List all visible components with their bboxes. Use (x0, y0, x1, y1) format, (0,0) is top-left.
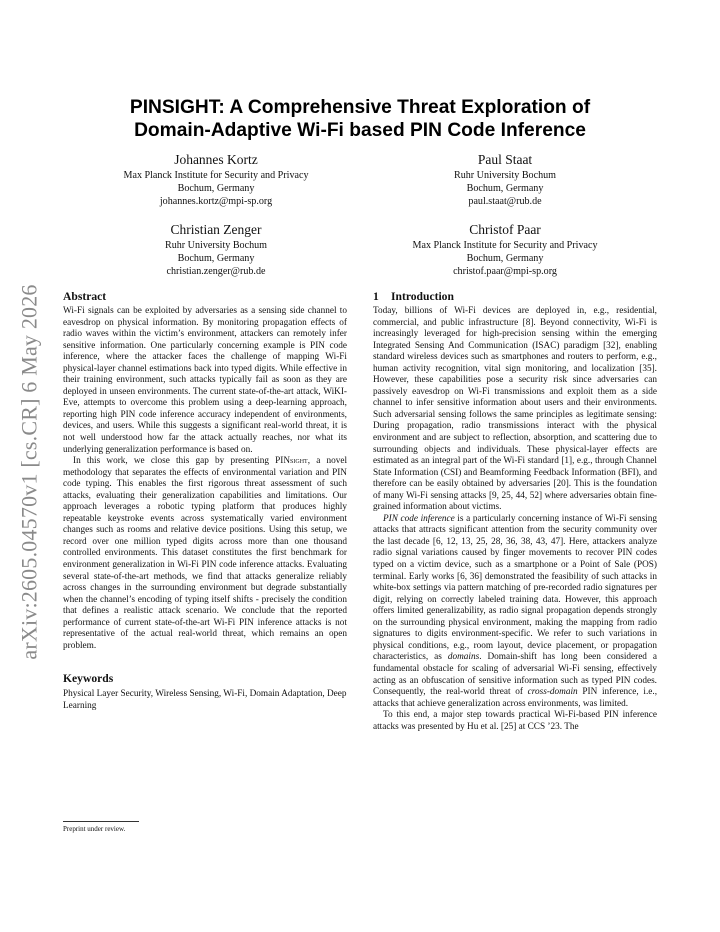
introduction-heading (373, 290, 657, 304)
author-location: Bochum, Germany (177, 253, 255, 264)
abstract-p2-rest: , a novel methodology that separates the effects of environmental variation and PIN code typing. This enables the first rigorous threat assessment of such attacks, evaluating their generalization capabilities and limitations. Our approach leverages a robotic typing platform that produces highly repeatable keystroke events across systematically varied environment changes such as rooms and relative device positions. Using this setup, we record over one million typed digits across more than one thousand controlled environments. This dataset constitutes the first benchmark for environment generalization in Wi-Fi PIN code inference attacks. Evaluating several state-of-the-art methods, we find that attacks generalize reliably across changes in the surrounding environment but degrade substantially when the channel’s encoding of typing itself shifts - precisely the condition that defines a realistic attack scenario. We conclude that the reported performance of current state-of-the-art Wi-Fi PIN inference attacks is not representative of the actual real-world threat, which remains an open problem. (63, 456, 348, 651)
author-affiliation: Ruhr University Bochum (453, 170, 557, 181)
pinsight-smallcaps: sight (290, 456, 308, 467)
author-email: johannes.kortz@mpi-sp.org (159, 196, 273, 207)
intro-p2-part-c: PIN inference, i.e., attacks that achieve generalization across environments, was limited. (373, 687, 658, 709)
footnote: Preprint under review. (63, 825, 126, 833)
section-number: 1 (373, 290, 379, 303)
author-block-3 (71, 222, 361, 278)
author-affiliation: Ruhr University Bochum (164, 240, 268, 251)
author-location: Bochum, Germany (466, 183, 544, 194)
author-location: Bochum, Germany (466, 253, 544, 264)
abstract-paragraph-2 (63, 456, 347, 652)
abstract-p2-start: In this work, we close this gap by presenting PIN (73, 456, 291, 467)
title-line-2: Domain-Adaptive Wi-Fi based PIN Code Inference (134, 120, 586, 141)
arxiv-identifier (4, 262, 56, 682)
intro-p2-part-b: . Domain-shift has long been considered a fundamental obstacle for scaling of adversarial Wi-Fi sensing, effectively acting as an obfuscation of sensitive information such as typed PIN codes. Consequently, the real-world threat of (373, 652, 657, 698)
author-block-4 (360, 222, 650, 278)
intro-paragraph-1: Today, billions of Wi-Fi devices are deployed in, e.g., residential, commercial, and public infrastructure [8]. Beyond connectivity, Wi-Fi is increasingly leveraged for high-precision sensing within the emerging Integrated Sensing And Communication (ISAC) paradigm [32], enabling standard wireless devices such as smartphones and routers to perform, e.g., human activity recognition, vital sign monitoring, and localization [35]. However, these capabilities pose a security risk since adversaries can passively eavesdrop on Wi-Fi transmissions and exploit them as a side channel to infer sensitive information about users and their environments. Such adversarial sensing follows the same principles as legitimate sensing: During propagation, radio transmissions interact with the physical environment and are subject to reflection, absorption, and scattering due to surrounding objects and individuals. These physical-layer effects are estimated as an integral part of the Wi-Fi standard [1], e.g., through Channel State Information (CSI) and Beamforming Feedback Information (BFI), and therefore can be easily obtained by adversaries [20]. This is the foundation of many Wi-Fi sensing attacks [9, 25, 44, 52] where adversaries obtain fine-grained information about victims. (373, 306, 657, 513)
author-affiliation: Max Planck Institute for Security and Privacy (412, 240, 598, 251)
title-line-1: PINSIGHT: A Comprehensive Threat Exploration of (129, 97, 591, 118)
intro-paragraph-3: To this end, a major step towards practical Wi-Fi-based PIN inference attacks was presented by Hu et al. [25] at CCS ’23. The (373, 710, 657, 732)
author-block-2 (360, 152, 650, 208)
keywords-heading: Keywords (63, 672, 114, 686)
author-email: christian.zenger@rub.de (166, 266, 266, 277)
footnote-rule (63, 821, 139, 822)
author-location: Bochum, Germany (177, 183, 255, 194)
intro-p2-part-a: is a particularly concerning instance of Wi-Fi sensing attacks that attracts significant attention from the security community over the last decade [6, 12, 13, 25, 28, 36, 38, 43, 47]. Here, attackers analyze radio signal variations caused by finger movements to recover PIN codes typed on a victim device, such as a smartphone or a Point of Sale (POS) terminal. Early works [6, 36] demonstrated the feasibility of such attacks in white-box settings via pattern matching of pre-recorded radio signatures per digit, relying on correctly labeled training data. However, this approach offers limited generalizability, as radio signal propagation depends strongly on the surrounding physical environment, making the mapping from radio signatures to digits environment-specific. We refer to such variations in physical conditions, e.g., room layout, device placement, or propagation characteristics, as (373, 513, 657, 663)
abstract-paragraph-1: Wi-Fi signals can be exploited by adversaries as a sensing side channel to eavesdrop on physical information. By monitoring propagation effects of radio waves within the victim’s environment, attackers can remotely infer sensitive information. One particularly concerning example is PIN code inference, where the attacker faces the challenge of mapping Wi-Fi physical-layer channel estimations back into typed digits. While effective in their training environment, such attacks typically fail as soon as they are deployed in unseen environments. The current state-of-the-art attack, WiKI-Eve, attempts to overcome this problem using a deep-learning approach, reporting high PIN code inference accuracy independent of environments, devices, and users. While this suggests a significant real-world threat, it is not well understood how far the attack actually reaches, nor what its underlying generalization performance is based on. (63, 306, 347, 455)
paper-title (60, 96, 660, 142)
arxiv-id-text: arXiv:2605.04570v1 [cs.CR] 6 May 2026 (17, 284, 43, 660)
author-affiliation: Max Planck Institute for Security and Privacy (123, 170, 309, 181)
author-block-1 (71, 152, 361, 208)
author-name: Christian Zenger (170, 222, 262, 237)
author-name: Paul Staat (477, 152, 533, 167)
author-email: paul.staat@rub.de (468, 196, 542, 207)
cross-domain-term: cross-domain (527, 687, 578, 698)
right-column (373, 290, 657, 733)
author-email: christof.paar@mpi-sp.org (453, 266, 557, 277)
pin-code-inference-term: PIN code inference (383, 513, 455, 524)
intro-paragraph-2 (373, 514, 657, 710)
author-name: Johannes Kortz (174, 152, 258, 167)
domains-term: domains (447, 652, 480, 663)
left-column (63, 290, 347, 713)
keywords-text: Physical Layer Security, Wireless Sensing, Wi-Fi, Domain Adaptation, Deep Learning (63, 689, 347, 711)
author-name: Christof Paar (469, 222, 541, 237)
section-title: Introduction (391, 290, 454, 303)
abstract-heading: Abstract (63, 290, 107, 303)
